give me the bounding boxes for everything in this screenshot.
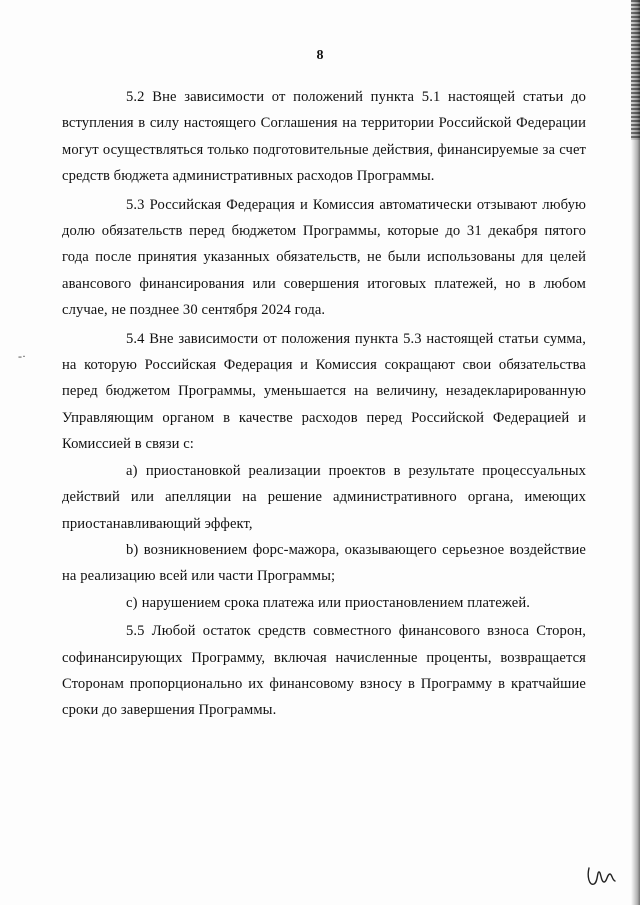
margin-mark: -· (18, 349, 26, 363)
paragraph-number: 5.3 (126, 196, 145, 213)
scan-edge-noise (631, 0, 640, 140)
paragraph-number: 5.2 (126, 89, 145, 105)
list-item-c (62, 590, 586, 616)
paragraph-number: 5.5 (126, 623, 145, 640)
list-item-text: приостановкой реализации проектов в результате процессуальных действий или апелляции на решение административного органа, имеющих приостанавливающий эффект, (62, 462, 587, 532)
paragraph-text: Российская Федерация и Комиссия автоматически отзывают любую долю обязательств перед бюджетом Программы, которые до 31 декабря пятого года после принятия указанных обязательств, не были использованы для целей авансового финансирования или совершения итоговых платежей, но в любом случае, не позднее 30 сентября 2024 года. (62, 196, 586, 319)
paragraph-text: Вне зависимости от положений пункта 5.1 настоящей статьи до вступления в силу настоящего Соглашения на территории Российской Федерации могут осуществляться только подготовительные действия, финансируемые за счет средств бюджета административных расходов Программы. (62, 89, 586, 185)
page-number: 8 (316, 48, 324, 63)
paragraph-5-5 (62, 618, 586, 724)
list-item-letter: c) (126, 594, 138, 611)
paragraph-5-4 (62, 326, 586, 458)
list-item-letter: b) (126, 541, 139, 558)
list-item-letter: a) (126, 462, 138, 479)
list-item-a (62, 458, 586, 537)
paragraph-number: 5.4 (126, 330, 145, 347)
paragraph-5-2 (62, 84, 586, 190)
paragraph-5-3 (62, 192, 586, 324)
paragraph-text: Вне зависимости от положения пункта 5.3 настоящей статьи сумма, на которую Российская Федерация и Комиссия сокращают свои обязательства перед бюджетом Программы, уменьшается на величину, незадекларированную Управляющим органом в качестве расходов перед Российской Федерацией и Комиссией в связи с: (62, 330, 586, 453)
document-body (62, 84, 586, 724)
list-item-text: нарушением срока платежа или приостановлением платежей. (141, 594, 531, 611)
paragraph-text: Любой остаток средств совместного финансового взноса Сторон, софинансирующих Программу, включая начисленные проценты, возвращается Сторонам пропорционально их финансовому взносу в Программу в кратчайшие сроки до завершения Программы. (62, 623, 587, 719)
list-item-text: возникновением форс-мажора, оказывающего серьезное воздействие на реализацию всей или части Программы; (62, 541, 587, 585)
list-item-b (62, 537, 586, 590)
handwritten-initials (585, 860, 617, 890)
